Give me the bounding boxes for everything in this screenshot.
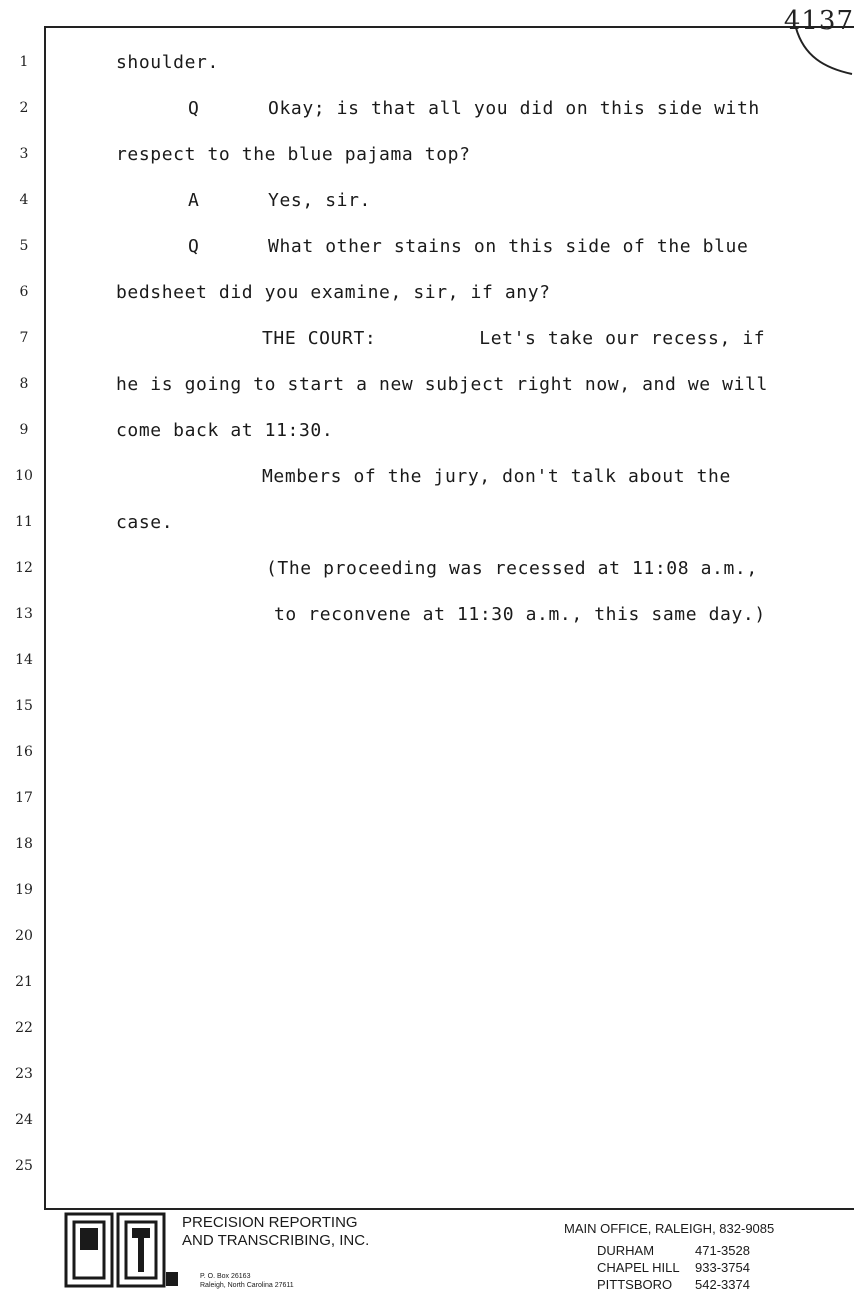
office-phone: 542-3374 — [695, 1277, 750, 1292]
line-number: 23 — [15, 1066, 33, 1082]
firm-address — [200, 1272, 294, 1290]
office-phone: 933-3754 — [695, 1260, 750, 1275]
address-line2: Raleigh, North Carolina 27611 — [200, 1282, 294, 1289]
transcript-line: to reconvene at 11:30 a.m., this same day.) — [274, 604, 766, 625]
transcript-line: respect to the blue pajama top? — [116, 144, 471, 165]
line-number: 10 — [15, 468, 33, 484]
line-number: 14 — [15, 652, 33, 668]
line-number: 24 — [15, 1112, 33, 1128]
office-city: CHAPEL HILL — [597, 1260, 680, 1275]
line-number: 18 — [15, 836, 33, 852]
line-number: 6 — [19, 284, 29, 300]
transcript-line: case. — [116, 512, 174, 533]
office-phone: 471-3528 — [695, 1243, 750, 1258]
line-number: 12 — [15, 560, 33, 576]
address-line1: P. O. Box 26163 — [200, 1273, 251, 1280]
line-number: 8 — [19, 376, 29, 392]
main-office: MAIN OFFICE, RALEIGH, 832-9085 — [564, 1221, 775, 1236]
transcript-line: shoulder. — [116, 52, 219, 73]
office-city: PITTSBORO — [597, 1277, 673, 1292]
firm-name-line2: AND TRANSCRIBING, INC. — [182, 1232, 370, 1249]
firm-name-line1: PRECISION REPORTING — [182, 1214, 358, 1231]
line-number: 21 — [15, 974, 33, 990]
line-number: 3 — [19, 146, 29, 162]
line-number: 11 — [15, 514, 33, 530]
line-number: 15 — [15, 698, 33, 714]
line-number: 2 — [19, 100, 29, 116]
line-number: 4 — [19, 192, 29, 208]
line-number: 5 — [19, 238, 29, 254]
transcript-line: he is going to start a new subject right now, and we will — [116, 374, 768, 395]
line-number: 17 — [15, 790, 33, 806]
transcript-line: (The proceeding was recessed at 11:08 a.m., — [266, 558, 758, 579]
line-number: 13 — [15, 606, 33, 622]
transcript-line: Q What other stains on this side of the blue — [188, 236, 749, 257]
company-logo — [60, 1210, 180, 1294]
transcript-line: Q Okay; is that all you did on this side with — [188, 98, 760, 119]
page-number: 4137 — [783, 6, 854, 36]
office-row — [597, 1260, 750, 1275]
line-number: 20 — [15, 928, 33, 944]
transcript-line: THE COURT: Let's take our recess, if — [262, 328, 766, 349]
transcript-line: A Yes, sir. — [188, 190, 371, 211]
line-number: 7 — [19, 330, 29, 346]
line-number: 1 — [19, 54, 29, 70]
line-number: 19 — [15, 882, 33, 898]
firm-name — [182, 1214, 369, 1250]
transcript-line: come back at 11:30. — [116, 420, 334, 441]
line-number: 16 — [15, 744, 33, 760]
office-row — [597, 1277, 750, 1292]
office-city: DURHAM — [597, 1243, 655, 1258]
office-row — [597, 1243, 750, 1258]
line-number: 9 — [19, 422, 29, 438]
line-number: 22 — [15, 1020, 33, 1036]
line-number: 25 — [15, 1158, 33, 1174]
transcript-line: Members of the jury, don't talk about the — [262, 466, 731, 487]
transcript-line: bedsheet did you examine, sir, if any? — [116, 282, 551, 303]
